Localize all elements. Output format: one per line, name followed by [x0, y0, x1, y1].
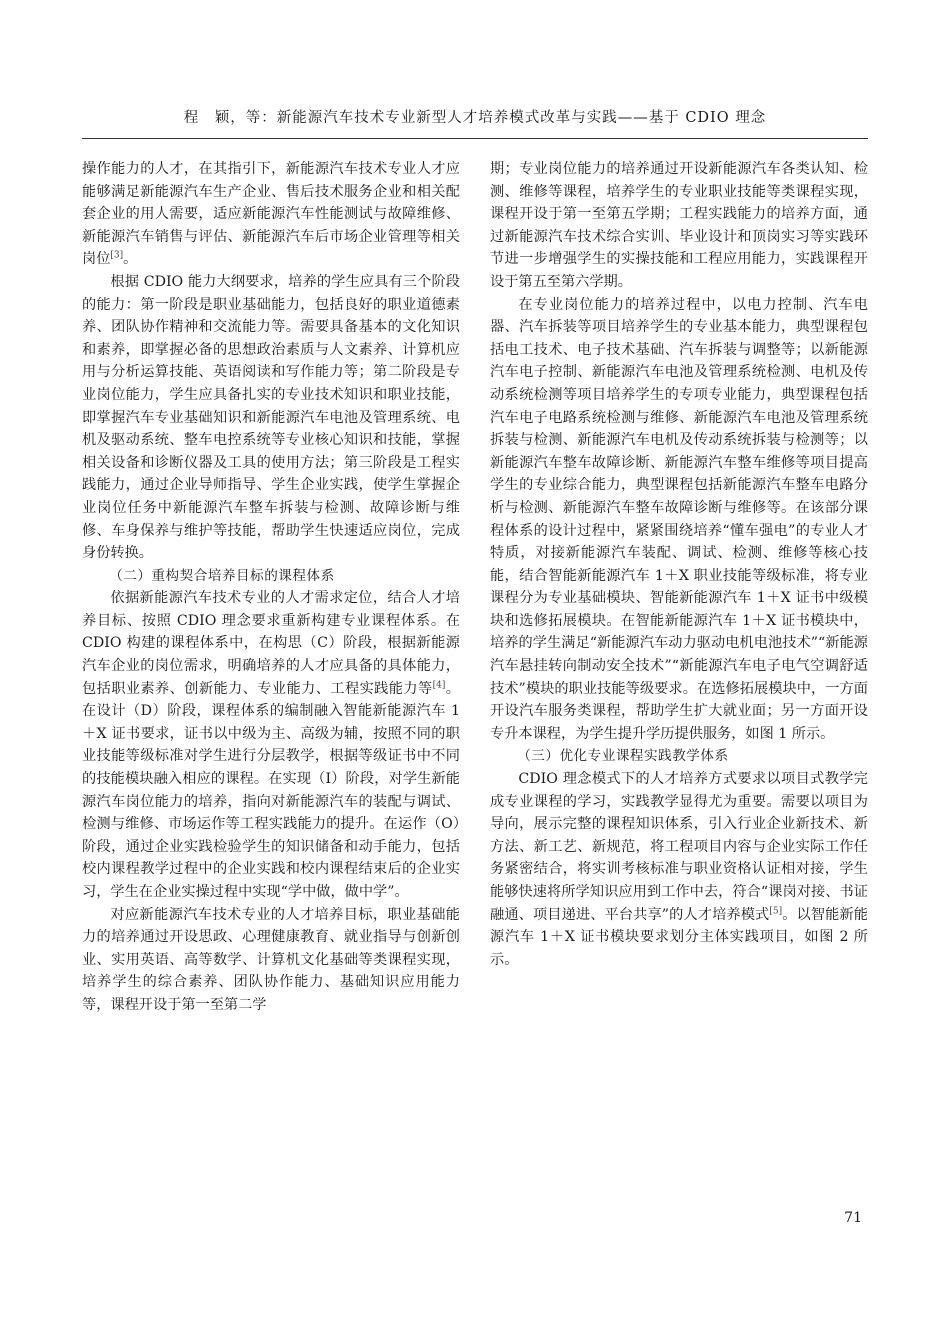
citation-ref: [4]	[432, 679, 446, 690]
header-rule	[82, 138, 868, 139]
paragraph: 依据新能源汽车技术专业的人才需求定位，结合人才培养目标、按照 CDIO 理念要求重新构建专业课程体系。在 CDIO 构建的课程体系中，在构思（C）阶段，根据新能源汽车企业的岗位需求，明确培养的人才应具备的具体能力，包括职业素养、创新能力、专业能力、工程实践能力等[4]。在设计（D）阶段，课程体系的编制融入智能新能源汽车 1＋X 证书要求，证书以中级为主、高级为辅，按照不同的职业技能等级标准对学生进行分层教学，根据等级证书中不同的技能模块融入相应的课程。在实现（I）阶段，对学生新能源汽车岗位能力的培养，指向对新能源汽车的装配与调试、检测与维修、市场运作等工程实践能力的提升。在运作（O）阶段，通过企业实践检验学生的知识储备和动手能力，包括校内课程教学过程中的企业实践和校内课程结束后的企业实习，学生在企业实操过程中实现“学中做，做中学”。	[82, 590, 460, 900]
paragraph: 根据 CDIO 能力大纲要求，培养的学生应具有三个阶段的能力：第一阶段是职业基础能力，包括良好的职业道德素养、团队协作精神和交流能力等。需要具备基本的文化知识和素养，即掌握必备的思想政治素质与人文素养、计算机应用与分析运算技能、英语阅读和写作能力等；第二阶段是专业岗位能力，学生应具备扎实的专业技术知识和职业技能，即掌握汽车专业基础知识和新能源汽车电池及管理系统、电机及驱动系统、整车电控系统等专业核心知识和技能，掌握相关设备和诊断仪器及工具的使用方法；第三阶段是工程实践能力，通过企业导师指导、学生企业实践，使学生掌握企业岗位任务中新能源汽车整车拆装与检测、故障诊断与维修、车身保养与维护等技能，帮助学生快速适应岗位，完成身份转换。	[82, 273, 460, 562]
paragraph: 在专业岗位能力的培养过程中，以电力控制、汽车电器、汽车拆装等项目培养学生的专业基本能力，典型课程包括电工技术、电子技术基础、汽车拆装与调整等；以新能源汽车电子控制、新能源汽车电池及管理系统检测、电机及传动系统检测等项目培养学生的专项专业能力，典型课程包括汽车电子电路系统检测与维修、新能源汽车电池及管理系统拆装与检测、新能源汽车电机及传动系统拆装与检测等；以新能源汽车整车故障诊断、新能源汽车整车维修等项目提高学生的专业综合能力，典型课程包括新能源汽车整车电路分析与检测、新能源汽车整车故障诊断与维修等。在该部分课程体系的设计过程中，紧紧围绕培养“懂车强电”的专业人才特质，对接新能源汽车装配、调试、检测、维修等核心技能，结合智能新能源汽车 1＋X 职业技能等级标准，将专业课程分为专业基础模块、智能新能源汽车 1＋X 证书中级模块和选修拓展模块。在智能新能源汽车 1＋X 证书模块中，培养的学生满足“新能源汽车动力驱动电机电池技术”“新能源汽车悬挂转向制动安全技术”“新能源汽车电子电气空调舒适技术”模块的职业技能等级要求。在选修拓展模块中，一方面开设汽车服务类课程，帮助学生扩大就业面；另一方面开设专升本课程，为学生提升学历提供服务，如图 1 所示。	[490, 296, 868, 742]
paragraph: CDIO 理念模式下的人才培养方式要求以项目式教学完成专业课程的学习，实践教学显得尤为重要。需要以项目为导向，展示完整的课程知识体系，引入行业企业新技术、新方法、新工艺、新规范，将工程项目内容与企业实际工作任务紧密结合，将实训考核标准与职业资格认证相对接，学生能够快速将所学知识应用到工作中去，符合“课岗对接、书证融通、项目递进、平台共享”的人才培养模式[5]。以智能新能源汽车 1＋X 证书模块要求划分主体实践项目，如图 2 所示。	[490, 771, 868, 968]
paragraph: 操作能力的人才，在其指引下，新能源汽车技术专业人才应能够满足新能源汽车生产企业、售后技术服务企业和相关配套企业的用人需要，适应新能源汽车性能测试与故障维修、新能源汽车销售与评估、新能源汽车后市场企业管理等相关岗位[3]。	[82, 161, 460, 268]
paragraph: 期；专业岗位能力的培养通过开设新能源汽车各类认知、检测、维修等课程，培养学生的专业职业技能等类课程实现，课程开设于第一至第五学期；工程实践能力的培养方面，通过新能源汽车技术综合实训、毕业设计和顶岗实习等实践环节进一步增强学生的实操技能和工程应用能力，实践课程开设于第五至第六学期。	[490, 161, 868, 290]
section-heading: （三）优化专业课程实践教学体系	[517, 748, 729, 765]
citation-ref: [3]	[110, 250, 124, 261]
right-column	[490, 158, 868, 971]
running-head: 程 颖，等：新能源汽车技术专业新型人才培养模式改革与实践——基于 CDIO 理念	[183, 110, 767, 126]
page-number: 71	[844, 1210, 862, 1226]
citation-ref: [5]	[769, 905, 783, 916]
section-heading: （二）重构契合培养目标的课程体系	[109, 567, 335, 584]
paragraph: 对应新能源汽车技术专业的人才培养目标，职业基础能力的培养通过开设思政、心理健康教育、就业指导与创新创业、实用英语、高等数学、计算机文化基础等类课程实现，培养学生的综合素养、团队协作能力、基础知识应用能力等，课程开设于第一至第二学	[82, 906, 460, 1013]
left-column	[82, 158, 460, 1017]
